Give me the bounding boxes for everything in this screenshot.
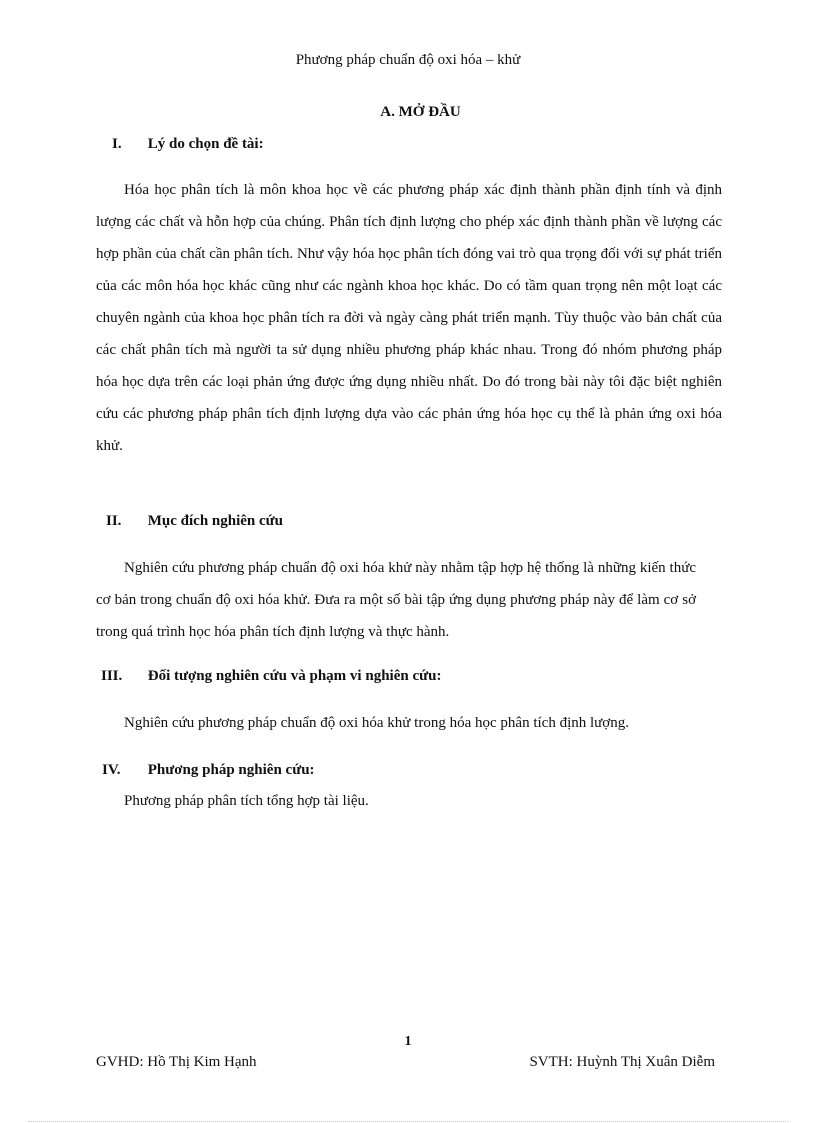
page-number: 1	[404, 1034, 412, 1049]
instructor-name: GVHD: Hồ Thị Kim Hạnh	[96, 1054, 257, 1070]
section-body-2: Nghiên cứu phương pháp chuẩn độ oxi hóa khử này nhằm tập hợp hệ thống là những kiến thức cơ bản trong chuẩn độ oxi hóa khử. Đưa ra một số bài tập ứng dụng phương pháp này để làm cơ sở trong quá trình học hóa phân tích định lượng và thực hành.	[96, 560, 696, 640]
section-title: Mục đích nghiên cứu	[147, 513, 284, 529]
section-number: I.	[112, 136, 122, 152]
section-body-4: Phương pháp phân tích tổng hợp tài liệu.	[124, 793, 369, 809]
section-title: Đối tượng nghiên cứu và phạm vi nghiên cứu:	[147, 668, 442, 684]
section-number: III.	[101, 668, 123, 684]
running-header: Phương pháp chuẩn độ oxi hóa – khử	[295, 52, 521, 68]
section-body-3: Nghiên cứu phương pháp chuẩn độ oxi hóa khử trong hóa học phân tích định lượng.	[124, 715, 629, 731]
section-number: IV.	[102, 762, 121, 778]
section-heading-1	[112, 136, 264, 153]
section-heading-2	[106, 513, 283, 530]
section-title: Phương pháp nghiên cứu:	[147, 762, 315, 778]
student-name: SVTH: Huỳnh Thị Xuân Diễm	[529, 1054, 715, 1070]
section-body-1: Hóa học phân tích là môn khoa học về các phương pháp xác định thành phần định tính và định lượng các chất và hỗn hợp của chúng. Phân tích định lượng cho phép xác định thành phần về lượng các hợp phần của chất cần phân tích. Như vậy hóa học phân tích đóng vai trò qua trọng đối với sự phát triển của các môn hóa học khác cũng như các ngành khoa học khác. Do có tầm quan trọng nên một loạt các chuyên ngành của khoa học phân tích ra đời và ngày càng phát triển mạnh. Tùy thuộc vào bản chất của các chất phân tích mà người ta sử dụng nhiều phương pháp khác nhau. Trong đó nhóm phương pháp hóa học dựa trên các loại phản ứng được ứng dụng nhiều nhất. Do đó trong bài này tôi đặc biệt nghiên cứu các phương pháp phân tích định lượng dựa vào các phản ứng hóa học cụ thể là phản ứng oxi hóa khử.	[96, 182, 722, 454]
section-title: Lý do chọn đề tài:	[147, 136, 264, 152]
chapter-title: A. MỞ ĐẦU	[380, 104, 461, 120]
page-bottom-rule	[28, 1121, 788, 1122]
section-heading-3	[101, 668, 441, 685]
section-heading-4	[102, 762, 315, 779]
section-number: II.	[106, 513, 122, 529]
